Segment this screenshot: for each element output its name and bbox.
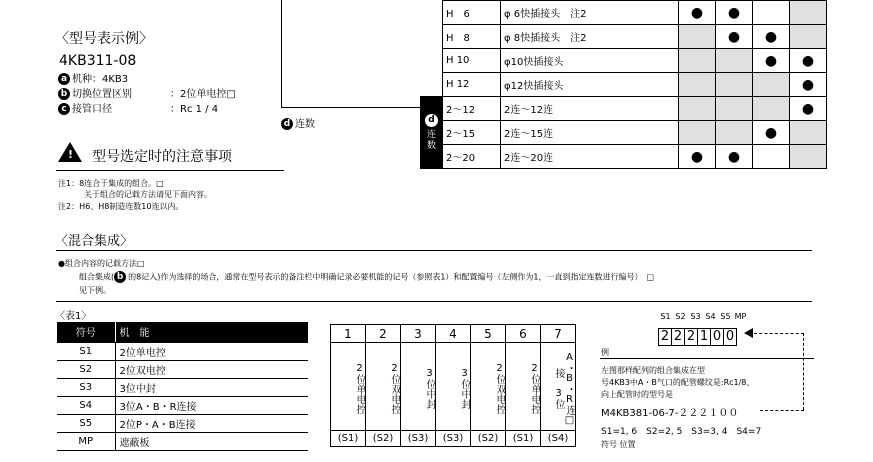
position-number: 2	[366, 325, 401, 343]
table-row	[421, 25, 827, 49]
cell-function: 3位中封	[115, 378, 308, 396]
table-row	[57, 360, 308, 378]
cell-function: 2位单电控	[115, 342, 308, 360]
badge-d: d	[281, 118, 293, 130]
cell-desc: 2连～15连	[501, 121, 679, 145]
cell-blank	[716, 121, 753, 145]
example-assign: S1=1, 6 S2=2, 5 S3=3, 4 S4=7	[601, 427, 762, 437]
table-row	[421, 49, 827, 73]
d-side-label	[421, 97, 443, 169]
example-header: S4	[705, 312, 716, 321]
dashed-leader-vertical	[803, 333, 804, 410]
cell-blank	[753, 145, 790, 169]
example-digit: 2	[671, 328, 685, 346]
badge-b-inline: b	[114, 271, 126, 283]
example-label: 例	[601, 348, 609, 357]
position-code: (S3)	[436, 431, 471, 447]
connector-line	[281, 107, 420, 108]
dot-mark: ●	[716, 1, 753, 25]
example-digit: 0	[710, 328, 724, 346]
example-header: S3	[690, 312, 701, 321]
cell-blank	[790, 1, 827, 25]
cell-desc: φ 8快插接头 注2	[501, 25, 679, 49]
cell-desc: 2连～20连	[501, 145, 679, 169]
mixed-line1a: 组合集成(	[79, 272, 115, 282]
example-digit: 2	[658, 328, 672, 346]
table-row	[421, 73, 827, 97]
cell-symbol: S5	[57, 414, 115, 432]
example-header: S2	[675, 312, 686, 321]
cell-symbol: S3	[57, 378, 115, 396]
d-side-char: 连	[426, 129, 436, 140]
example-text-1: 左图那样配列的组合集成在型	[601, 366, 705, 375]
cell-code: H 8	[443, 25, 501, 49]
cell-code: 2～20	[443, 145, 501, 169]
cell-symbol: S1	[57, 342, 115, 360]
position-number: 7	[541, 325, 576, 343]
position-code: (S2)	[471, 431, 506, 447]
example-model: M4KB381-06-7-２２２１００	[601, 408, 739, 419]
function-table	[57, 322, 308, 451]
blank-cell	[421, 25, 443, 49]
dot-mark: ●	[679, 1, 716, 25]
cell-desc: φ10快插接头	[501, 49, 679, 73]
example-digit: 0	[723, 328, 737, 346]
position-label: A・B・R连□接 3位	[541, 343, 576, 431]
table-row	[421, 145, 827, 169]
dot-mark: ●	[790, 97, 827, 121]
blank-cell	[421, 49, 443, 73]
cell-code: 2～15	[443, 121, 501, 145]
cell-blank	[679, 25, 716, 49]
mixed-bullet: ●组合内容的记载方法□	[58, 259, 145, 268]
cell-function: 3位A・B・R连接	[115, 396, 308, 414]
example-header: S1	[660, 312, 671, 321]
cell-symbol: S2	[57, 360, 115, 378]
cell-function: 2位P・A・B连接	[115, 414, 308, 432]
model-title: 〈型号表示例〉	[55, 31, 153, 47]
cell-blank	[716, 73, 753, 97]
position-label: 3位中封	[401, 343, 436, 431]
model-row-a	[58, 70, 128, 85]
model-example: 4KB311-08	[59, 53, 137, 69]
cell-blank	[790, 145, 827, 169]
position-label: 2位双电控	[471, 343, 506, 431]
cell-code: H 10	[443, 49, 501, 73]
dot-mark: ●	[790, 73, 827, 97]
model-row-b	[58, 85, 132, 100]
dot-mark: ●	[679, 145, 716, 169]
cell-blank	[679, 49, 716, 73]
options-table	[420, 0, 827, 169]
blank-cell	[421, 73, 443, 97]
position-label: 2位单电控	[331, 343, 366, 431]
arrow-left-icon	[744, 328, 753, 338]
position-table	[330, 324, 576, 447]
cell-blank	[753, 73, 790, 97]
model-row-label: 切换位置区别	[72, 89, 132, 100]
cell-blank	[716, 49, 753, 73]
dot-mark: ●	[753, 121, 790, 145]
position-number: 6	[506, 325, 541, 343]
cell-desc: φ 6快插接头 注2	[501, 1, 679, 25]
note-1: 注1：8连合于集成的组合。□	[58, 179, 164, 188]
notice-rule	[56, 170, 284, 171]
table1-header-symbol: 符号	[57, 322, 115, 342]
table1-header-function: 机 能	[115, 322, 308, 342]
position-label: 2位双电控	[366, 343, 401, 431]
d-side-char: 数	[426, 140, 436, 151]
position-code: (S3)	[401, 431, 436, 447]
badge-b: b	[58, 88, 70, 100]
cell-function: 遮蔽板	[115, 432, 308, 450]
mixed-rule	[56, 250, 812, 251]
dot-mark: ●	[716, 145, 753, 169]
example-text-3: 向上配管时的型号是	[601, 390, 673, 399]
d-label-text: 连数	[295, 119, 315, 130]
table1-caption: 〈表1〉	[55, 311, 92, 322]
model-row-label: 接管口径	[72, 104, 112, 115]
table-row	[57, 432, 308, 450]
example-header: S5	[720, 312, 731, 321]
mixed-line1b: 的8记入)作为选择的场合，通常在型号表示的备注栏中明确记录必要机能的记号（参照表1）和配置编号（左侧作为1，一直到指定连数进行编号） □	[128, 272, 655, 282]
position-number: 4	[436, 325, 471, 343]
mixed-line1	[79, 271, 654, 283]
position-code: (S2)	[366, 431, 401, 447]
position-number: 1	[331, 325, 366, 343]
model-row-c	[58, 100, 112, 115]
cell-desc: φ12快插接头	[501, 73, 679, 97]
example-text-2: 号4KB3中A・B气口的配管螺纹是:Rc1/8、	[601, 378, 755, 387]
blank-cell	[421, 1, 443, 25]
cell-blank	[679, 97, 716, 121]
notice-title: 型号选定时的注意事项	[92, 149, 232, 165]
d-label	[281, 115, 315, 130]
position-number: 3	[401, 325, 436, 343]
position-number: 5	[471, 325, 506, 343]
cell-code: H 6	[443, 1, 501, 25]
example-headers	[658, 312, 748, 321]
dashed-leader	[754, 333, 804, 334]
cell-blank	[679, 73, 716, 97]
model-row-b-value: ：2位单电控□	[170, 89, 236, 100]
table-row	[421, 1, 827, 25]
table-row	[57, 414, 308, 432]
cell-symbol: S4	[57, 396, 115, 414]
warning-mark: !	[68, 148, 74, 161]
model-row-label: 机种：4KB3	[72, 74, 129, 85]
note-1b: 关于组合的记载方法请见下面内容。	[84, 190, 212, 199]
cell-blank	[679, 121, 716, 145]
mixed-rule-2	[56, 301, 812, 302]
dot-mark: ●	[716, 25, 753, 49]
cell-desc: 2连～12连	[501, 97, 679, 121]
badge-a: a	[58, 73, 70, 85]
badge-c: c	[58, 103, 70, 115]
example-footer: 符号 位置	[601, 440, 636, 449]
cell-code: H 12	[443, 73, 501, 97]
example-rule	[600, 358, 814, 359]
connector-line	[281, 0, 282, 108]
table-row	[421, 97, 827, 121]
position-code: (S1)	[506, 431, 541, 447]
cell-blank	[790, 25, 827, 49]
cell-function: 2位双电控	[115, 360, 308, 378]
mixed-line2: 见下例。	[79, 286, 111, 295]
position-label: 3位中封	[436, 343, 471, 431]
table-row	[57, 396, 308, 414]
cell-code: 2～12	[443, 97, 501, 121]
cell-blank	[753, 97, 790, 121]
position-code: (S4)	[541, 431, 576, 447]
table-row	[57, 342, 308, 360]
dot-mark: ●	[753, 49, 790, 73]
badge-d-table: d	[425, 114, 438, 127]
table-row	[421, 121, 827, 145]
dot-mark: ●	[753, 25, 790, 49]
cell-blank	[753, 1, 790, 25]
position-code: (S1)	[331, 431, 366, 447]
cell-blank	[790, 121, 827, 145]
mixed-title: 〈混合集成〉	[55, 234, 134, 249]
example-header: MP	[734, 312, 747, 321]
example-digit: 2	[684, 328, 698, 346]
dot-mark: ●	[790, 49, 827, 73]
table-row	[57, 378, 308, 396]
example-digit: 1	[697, 328, 711, 346]
example-digits	[658, 325, 736, 346]
cell-symbol: MP	[57, 432, 115, 450]
model-row-c-value: ：Rc 1 / 4	[170, 104, 219, 115]
cell-blank	[716, 97, 753, 121]
dashed-leader-bottom	[760, 410, 804, 411]
position-label: 2位单电控	[506, 343, 541, 431]
note-2: 注2：H6、H8制造连数10连以内。	[58, 202, 184, 211]
